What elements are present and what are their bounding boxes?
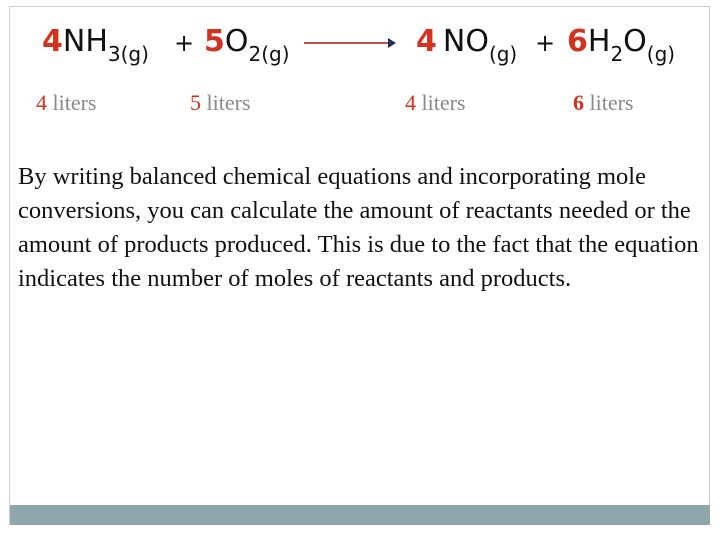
volume-nh3: 4 liters: [36, 90, 97, 115]
reactant-nh3: [42, 22, 149, 64]
subscript-h2o-g: (g): [646, 42, 676, 66]
footer-bar: [10, 505, 710, 525]
formula-h2o-h: H: [587, 24, 611, 59]
reaction-arrow-icon: [304, 37, 396, 49]
volume-h2o: 6 liters: [573, 90, 634, 115]
subscript-nh3: 3(g): [107, 42, 149, 66]
subscript-h2o-2: 2: [610, 42, 624, 66]
plus-sign-2: +: [535, 29, 556, 57]
coefficient-no: 4: [416, 24, 437, 59]
coefficient-o2: 5: [204, 24, 225, 59]
explanation-paragraph: By writing balanced chemical equations and incorporating mole conversions, you can calculate the amount of reactants needed or the amount of products produced. This is due to the fact that the equation indicates the number of moles of reactants and products.: [18, 163, 699, 292]
subscript-no: (g): [488, 42, 518, 66]
volume-no: 4 liters: [405, 90, 466, 115]
coefficient-nh3: 4: [42, 24, 63, 59]
formula-h2o-o: O: [623, 24, 647, 59]
subscript-o2: 2(g): [248, 42, 290, 66]
product-h2o: [567, 22, 675, 64]
formula-no: NO: [442, 24, 489, 59]
reactant-o2: [204, 22, 290, 64]
formula-o2: O: [224, 24, 249, 59]
product-no: [416, 22, 517, 64]
plus-sign-1: +: [174, 29, 195, 57]
coefficient-h2o: 6: [567, 24, 588, 59]
volume-o2: 5 liters: [190, 90, 251, 115]
formula-nh3: NH: [62, 24, 108, 59]
